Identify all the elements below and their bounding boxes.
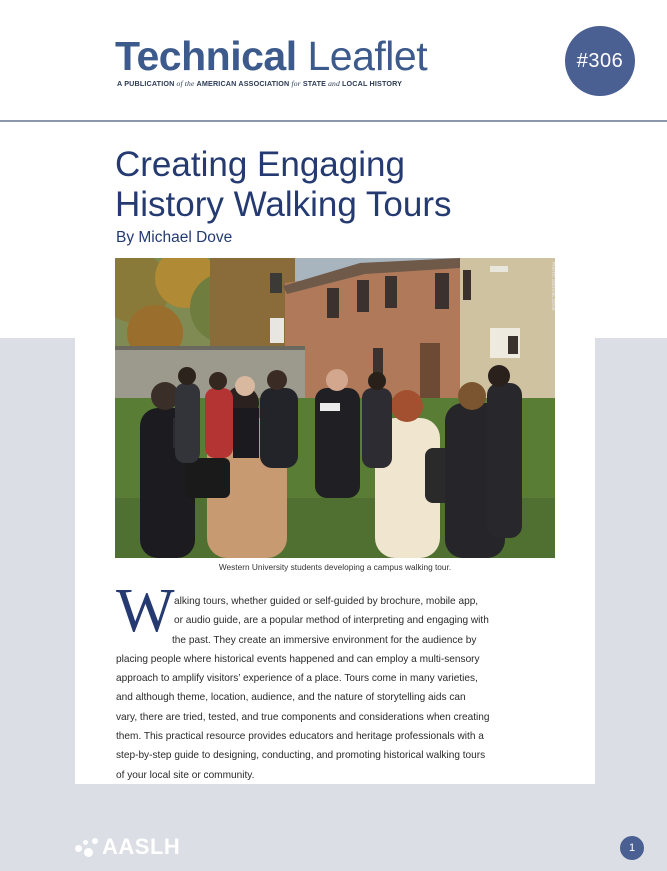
- pub-part-3: AMERICAN ASSOCIATION: [196, 79, 290, 88]
- paragraph-line: vary, there are tried, tested, and true components and considerations when creating: [116, 711, 490, 723]
- aaslh-dots-icon: [74, 836, 100, 858]
- technical-leaflet-logo: [115, 34, 427, 78]
- photo-credit: [551, 262, 557, 332]
- paragraph-line: them. This practical resource provides educators and heritage professionals with a: [116, 731, 484, 743]
- paragraph-line: and although theme, location, audience, and the nature of storytelling aids can: [116, 692, 466, 704]
- pub-part-4: for: [289, 79, 303, 88]
- title-line-2: History Walking Tours: [115, 185, 452, 224]
- paragraph-line: placing people where historical events happened and can employ a multi-sensory: [116, 653, 480, 665]
- logo-word-technical: Technical: [115, 33, 297, 79]
- pub-part-1: A PUBLICATION: [117, 79, 175, 88]
- pub-part-6: and: [326, 79, 342, 88]
- logo-word-leaflet: Leaflet: [296, 33, 428, 79]
- drop-cap: W: [116, 577, 175, 645]
- paragraph-line: approach to amplify visitors’ experience of a place. Tours come in many varieties,: [116, 673, 478, 685]
- intro-paragraph: [116, 592, 546, 785]
- pub-part-7: LOCAL HISTORY: [342, 79, 403, 88]
- aaslh-wordmark: AASLH: [102, 834, 181, 859]
- paragraph-line: the past. They create an immersive environment for the audience by: [172, 634, 477, 646]
- byline: By Michael Dove: [116, 229, 233, 246]
- paragraph-line: alking tours, whether guided or self-guided by brochure, mobile app,: [174, 596, 479, 607]
- photo-credit-text: PHOTO: MICHAEL DOVE: [551, 262, 556, 311]
- aaslh-logo: [74, 834, 180, 860]
- title-line-1: Creating Engaging: [115, 145, 405, 184]
- article-title: [115, 145, 451, 225]
- page-number: 1: [620, 836, 644, 860]
- pub-part-5: STATE: [302, 79, 327, 88]
- leaflet-header: [0, 0, 667, 120]
- pub-part-2: of the: [174, 79, 197, 88]
- article-photo: [115, 258, 555, 558]
- paragraph-line: of your local site or community.: [116, 769, 255, 781]
- photo-caption: Western University students developing a campus walking tour.: [218, 562, 452, 572]
- publication-line: [117, 79, 402, 88]
- paragraph-line: step-by-step guide to designing, conducting, and promoting historical walking tours: [116, 750, 486, 762]
- issue-number-badge: #306: [565, 26, 635, 96]
- header-divider: [0, 120, 667, 122]
- paragraph-line: or audio guide, are a popular method of interpreting and engaging with: [174, 615, 489, 627]
